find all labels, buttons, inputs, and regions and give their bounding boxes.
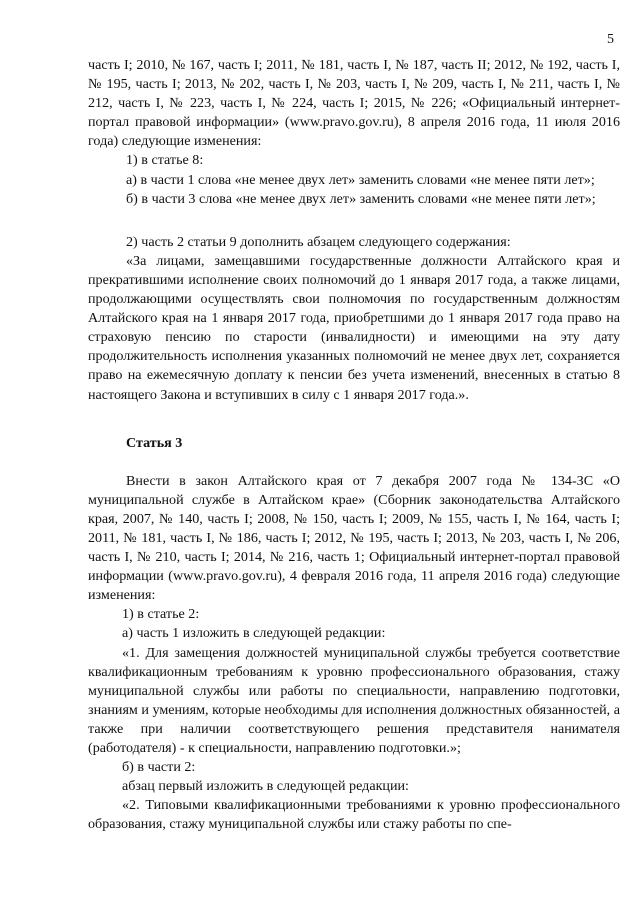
- subitem-a-new-wording: а) часть 1 изложить в следующей редакции:: [122, 625, 386, 642]
- subitem-b-part-2: б) в части 2:: [122, 759, 196, 776]
- paragraph-sources-continuation: часть I; 2010, № 167, часть I; 2011, № 181, часть I, № 187, часть II; 2012, № 192, часть I, № 195, часть I; 2013, № 202, часть I, № 203, часть I, № 209, часть I, № 211, часть I, № 212, часть I, № 223, часть I, № 224, часть I; 2015, № 226; «Официальный интернет-портал правовой информации» (www.pravo.gov.ru), 8 апреля 2016 года, 11 июля 2016 года) следующие изменения:: [88, 57, 620, 150]
- subitem-a-part-1: а) в части 1 слова «не менее двух лет» заменить словами «не менее пяти лет»;: [126, 171, 595, 188]
- paragraph-first-new-wording: абзац первый изложить в следующей редакции:: [122, 778, 409, 795]
- document-body: [88, 56, 620, 834]
- quoted-new-paragraph: «За лицами, замещавшими государственные должности Алтайского края и прекратившими исполнение своих полномочий до 1 января 2017 года, а также лицами, продолжающими осуществлять свои полномочия по государственным должностям Алтайского края на 1 января 2017 года, приобретшими до 1 января 2017 года право на страховую пенсию по старости (инвалидности) и имеющими на эту дату продолжительность исполнения указанных полномочий не менее двух лет, сохраняется право на ежемесячную доплату к пенсии без учета изменений, внесенных в статью 8 настоящего Закона и вступивших в силу с 1 января 2017 года.».: [88, 252, 620, 403]
- paragraph-article-3-intro: Внести в закон Алтайского края от 7 декабря 2007 года № 134-ЗС «О муниципальной службе в Алтайском крае» (Сборник законодательства Алтайского края, 2007, № 140, часть I; 2008, № 150, часть I; 2009, № 155, часть I, № 164, часть I; 2011, № 181, часть I, № 186, часть I; 2012, № 195, часть I; 2013, № 203, часть I, № 206, часть I, № 210, часть I; 2014, № 216, часть 1; Официальный интернет-портал правовой информации (www.pravo.gov.ru), 4 февраля 2016 года, 11 апреля 2016 года) следующие изменения:: [88, 472, 620, 604]
- item-article-2: 1) в статье 2:: [122, 606, 200, 623]
- item-article-8: 1) в статье 8:: [126, 152, 204, 169]
- quoted-part-1-text: «1. Для замещения должностей муниципальной службы требуется соответствие квалификационным требованиям к уровню профессионального образования, стажу муниципальной службы или работы по специальности, направлению подготовки, знаниям и умениям, которые необходимы для исполнения должностных обязанностей, а также при наличии соответствующего решения представителя нанимателя (работодателя) - к специальности, направлению подготовки.»;: [88, 644, 620, 756]
- subitem-b-part-3: б) в части 3 слова «не менее двух лет» заменить словами «не менее пяти лет»;: [126, 190, 596, 207]
- item-article-9: 2) часть 2 статьи 9 дополнить абзацем следующего содержания:: [126, 233, 511, 250]
- quoted-part-2-text: «2. Типовыми квалификационными требованиями к уровню профессионального образования, стажу муниципальной службы или стажу работы по спе-: [88, 797, 620, 833]
- article-3-heading: Статья 3: [126, 434, 183, 451]
- page-number: 5: [607, 32, 614, 47]
